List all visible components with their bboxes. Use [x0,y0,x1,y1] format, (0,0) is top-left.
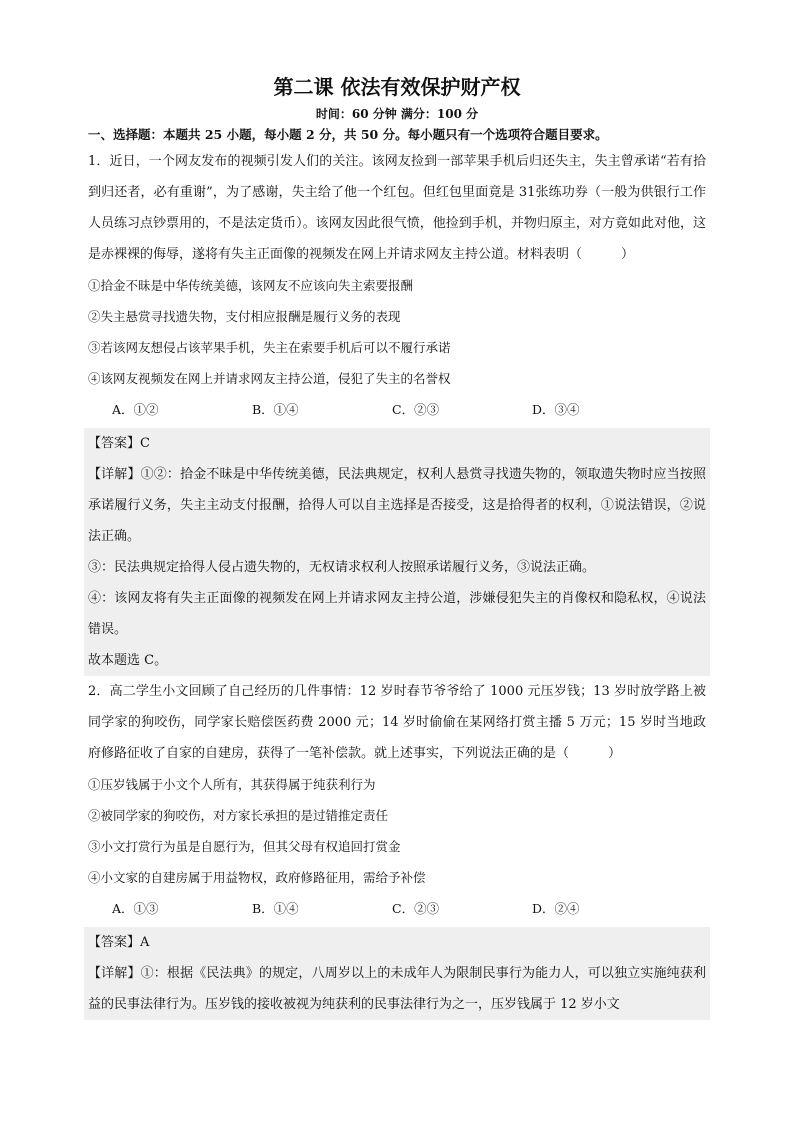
page-title: 第二课 依法有效保护财产权 [273,75,521,99]
choice-c: C．②③ [392,901,440,916]
document-page [88,70,706,1020]
question-1 [88,146,706,676]
choice-d: D．③④ [532,402,580,417]
answer-explanation-block [84,428,710,676]
explanation-paragraph: 【详解】①：根据《民法典》的规定，八周岁以上的未成年人为限制民事行为能力人，可以独立实施纯获利益的民事法律行为。压岁钱的接收被视为纯获利的民事法律行为之一，压岁钱属于 12 岁小文 [88,966,706,1012]
statement-option: ②失主悬赏寻找遗失物，支付相应报酬是履行义务的表现 [88,309,401,324]
answer-explanation-block [84,927,710,1020]
choice-b: B．①④ [252,402,299,417]
question-stem: 1．近日，一个网友发布的视频引发人们的关注。该网友捡到一部苹果手机后归还失主，失主曾承诺“若有拾到归还者，必有重谢”，为了感谢，失主给了他一个红包。但红包里面竟是 31张练功券（一般为供银行工作人员练习点钞票用的，不是法定货币）。该网友因此很气愤，他捡到手机，并物归原主，对方竟如此对他，这是赤裸裸的侮辱，遂将有失主正面像的视频发在网上并请求网友主持公道。材料表明（ ） [88,154,706,262]
section-heading: 一、选择题：本题共 25 小题，每小题 2 分，共 50 分。每小题只有一个选项符合题目要求。 [88,127,608,142]
statement-option: ①压岁钱属于小文个人所有，其获得属于纯获利行为 [88,777,376,792]
answer-choices [88,394,706,426]
explanation-conclusion: 故本题选 C。 [88,653,168,668]
explanation-paragraph: 【详解】①②：拾金不昧是中华传统美德，民法典规定，权利人悬赏寻找遗失物的，领取遗失物时应当按照承诺履行义务，失主主动支付报酬，拾得人可以自主选择是否接受，这是拾得者的权利，①说法错误，②说法正确。 [88,467,706,544]
explanation-paragraph: ③：民法典规定拾得人侵占遗失物的，无权请求权利人按照承诺履行义务，③说法正确。 [88,560,596,575]
choice-a: A．①② [112,402,159,417]
question-stem: 2．高二学生小文回顾了自己经历的几件事情：12 岁时春节爷爷给了 1000 元压岁钱；13 岁时放学路上被同学家的狗咬伤，同学家长赔偿医药费 2000 元；14 岁时偷偷在某网络打赏主播 5 万元；15 岁时当地政府修路征收了自家的自建房，获得了一笔补偿款。就上述事实，下列说法正确的是（ ） [88,684,706,761]
choice-d: D．②④ [532,901,580,916]
exam-info: 时间：60 分钟 满分：100 分 [315,107,479,121]
statement-option: ②被同学家的狗咬伤，对方家长承担的是过错推定责任 [88,808,389,823]
answer-choices [88,893,706,925]
choice-c: C．②③ [392,402,440,417]
question-2 [88,676,706,1020]
statement-option: ③小文打赏行为虽是自愿行为，但其父母有权追回打赏金 [88,839,401,854]
statement-option: ④该网友视频发在网上并请求网友主持公道，侵犯了失主的名誉权 [88,371,451,386]
choice-b: B．①④ [252,901,299,916]
statement-option: ④小文家的自建房属于用益物权，政府修路征用，需给予补偿 [88,870,426,885]
explanation-paragraph: ④：该网友将有失主正面像的视频发在网上并请求网友主持公道，涉嫌侵犯失主的肖像权和隐私权，④说法错误。 [88,591,706,637]
answer-label: 【答案】A [88,935,150,950]
statement-option: ①拾金不昧是中华传统美德，该网友不应该向失主索要报酬 [88,278,414,293]
choice-a: A．①③ [112,901,159,916]
statement-option: ③若该网友想侵占该苹果手机，失主在索要手机后可以不履行承诺 [88,340,451,355]
answer-label: 【答案】C [88,436,150,451]
